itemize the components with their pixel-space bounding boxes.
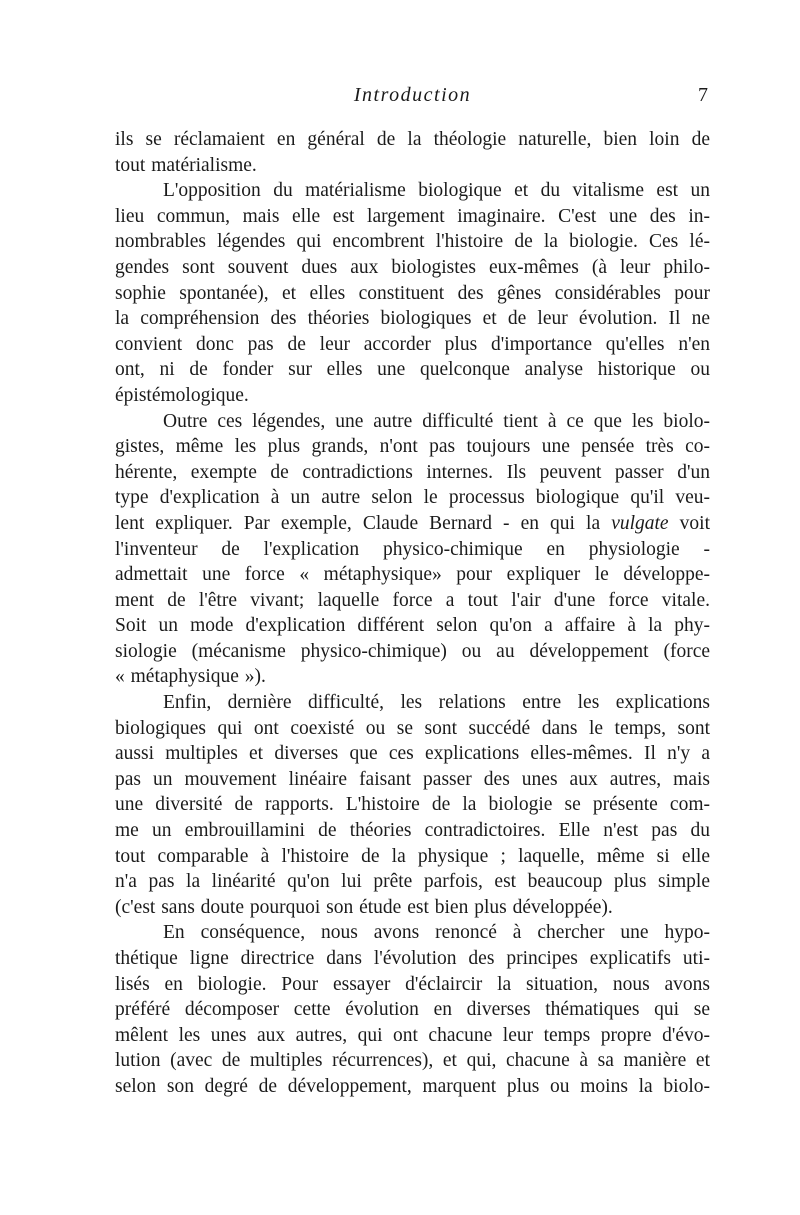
paragraph [115,690,710,920]
text-line: siologie (mécanisme physico-chimique) ou au développement (force [115,640,710,662]
text-line: ont, ni de fonder sur elles une quelconque analyse historique ou [115,359,710,381]
text-line: épistémologique. [115,384,249,406]
paragraph [115,409,710,691]
paragraph [115,127,710,178]
text-line: admettait une force « métaphysique» pour expliquer le développe- [115,564,710,586]
text-line: type d'explication à un autre selon le processus biologique qu'il veu- [115,487,710,509]
text-line: L'opposition du matérialisme biologique et du vitalisme est un [163,180,710,202]
text-line: hérente, exempte de contradictions internes. Ils peuvent passer d'un [115,461,710,483]
paragraph [115,178,710,408]
text-line: gistes, même les plus grands, n'ont pas toujours une pensée très co- [115,436,710,458]
text-line: lisés en biologie. Pour essayer d'éclaircir la situation, nous avons [115,973,710,995]
text-line: Enfin, dernière difficulté, les relations entre les explications [163,692,710,714]
text-line: thétique ligne directrice dans l'évolution des principes explicatifs uti- [115,948,710,969]
text-line: préféré décomposer cette évolution en diverses thématiques qui se [115,999,710,1021]
text-line: l'inventeur de l'explication physico-chimique en physiologie - [115,538,710,560]
page-number: 7 [698,84,708,106]
text-line: une diversité de rapports. L'histoire de la biologie se présente com- [115,794,710,816]
text-line: En conséquence, nous avons renoncé à chercher une hypo- [163,922,710,944]
text-line: aussi multiples et diverses que ces explications elles-mêmes. Il n'y a [115,743,710,765]
text-line: n'a pas la linéarité qu'on lui prête parfois, est beaucoup plus simple [115,871,710,893]
text-line: me un embrouillamini de théories contradictoires. Elle n'est pas du [115,820,710,842]
text-line: tout comparable à l'histoire de la physique ; laquelle, même si elle [115,845,710,867]
body-text [115,127,710,1100]
text-line: gendes sont souvent dues aux biologistes eux-mêmes (à leur philo- [115,256,710,278]
text-line: sophie spontanée), et elles constituent des gênes considérables pour [115,282,710,304]
text-line: lieu commun, mais elle est largement imaginaire. C'est une des in- [115,205,710,227]
text-line: ils se réclamaient en général de la théologie naturelle, bien loin de [115,129,710,150]
text-line: selon son degré de développement, marquent plus ou moins la biolo- [115,1075,710,1097]
paragraph [115,920,710,1099]
text-line: biologiques qui ont coexisté ou se sont succédé dans le temps, sont [115,717,710,739]
text-line: (c'est sans doute pourquoi son étude est bien plus développée). [115,896,613,918]
text-line: Soit un mode d'explication différent selon qu'on a affaire à la phy- [115,615,710,637]
text-line: ment de l'être vivant; laquelle force a tout l'air d'une force vitale. [115,589,710,611]
page-title: Introduction [353,84,472,106]
page-header [115,84,710,110]
text-line: lution (avec de multiples récurrences), et qui, chacune à sa manière et [115,1050,710,1072]
text-line: mêlent les unes aux autres, qui ont chacune leur temps propre d'évo- [115,1024,710,1046]
text-line: « métaphysique »). [115,666,266,688]
text-line: convient donc pas de leur accorder plus d'importance qu'elles n'en [115,333,710,355]
italic-text: vulgate [611,512,669,534]
text-line: nombrables légendes qui encombrent l'histoire de la biologie. Ces lé- [115,231,710,253]
text-line: pas un mouvement linéaire faisant passer des unes aux autres, mais [115,768,710,790]
text-line: la compréhension des théories biologiques et de leur évolution. Il ne [115,308,710,330]
text-line: tout matérialisme. [115,154,257,176]
text-line: lent expliquer. Par exemple, Claude Bernard - en qui la vulgate voit [115,512,710,534]
text-line: Outre ces légendes, une autre difficulté tient à ce que les biolo- [163,410,710,432]
